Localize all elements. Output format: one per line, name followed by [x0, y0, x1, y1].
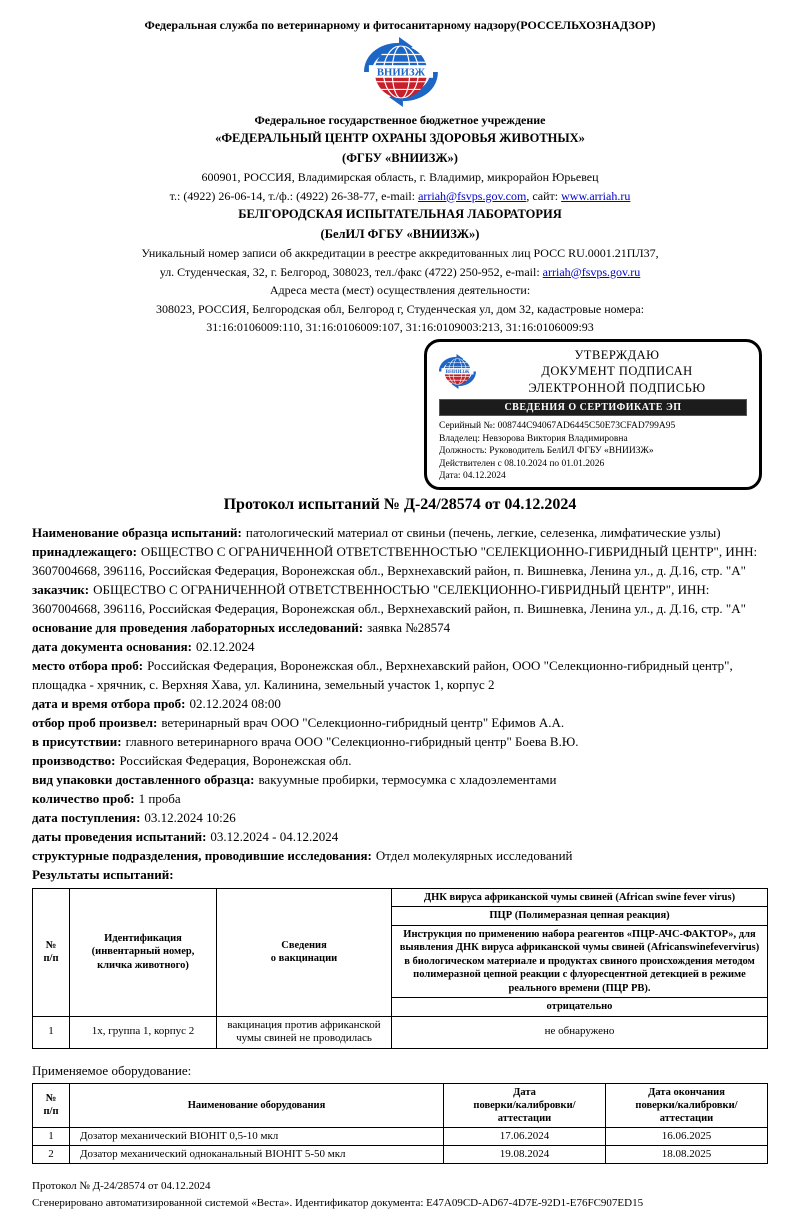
logo-container	[32, 37, 768, 110]
field-in-presence: в присутствии: главного ветеринарного врача ООО "Селекционно-гибридный центр" Боева В.Ю.	[32, 733, 579, 749]
lab-email-link[interactable]: arriah@fsvps.gov.ru	[542, 264, 641, 279]
contacts-prefix: т.: (4922) 26-06-14, т./ф.: (4922) 26-38-77, e-mail:	[169, 188, 419, 203]
protocol-fields	[32, 523, 768, 884]
stamp-certificate-bar: СВЕДЕНИЯ О СЕРТИФИКАТЕ ЭП	[439, 399, 747, 416]
contacts-line	[32, 187, 768, 206]
lab-address-prefix: ул. Студенческая, 32, г. Белгород, 308023, тел./факс (4722) 250-952, e-mail:	[159, 264, 543, 279]
vniizh-globe-logo	[355, 37, 445, 105]
email-link[interactable]: arriah@fsvps.gov.com	[418, 188, 527, 203]
results-col-identification: Идентификация (инвентарный номер, кличка животного)	[70, 888, 217, 1016]
lab-abbr: (БелИЛ ФГБУ «ВНИИЗЖ»)	[320, 226, 480, 241]
equipment-row-num: 2	[33, 1145, 70, 1163]
field-departments: структурные подразделения, проводившие исследования: Отдел молекулярных исследований	[32, 847, 573, 863]
stamp-validity: Действителен с 08.10.2024 по 01.01.2026	[439, 458, 605, 469]
table-row	[33, 1016, 768, 1048]
results-col-num: № п/п	[33, 888, 70, 1016]
results-method: ПЦР (Полимеразная цепная реакция)	[392, 907, 768, 926]
field-packaging: вид упаковки доставленного образца: вакуумные пробирки, термосумка с хладоэлементами	[32, 771, 557, 787]
cadastre-numbers: 31:16:0106009:110, 31:16:0106009:107, 31:16:0109003:213, 31:16:0106009:93	[206, 320, 594, 334]
logo-text: ВНИИЗЖ	[376, 65, 426, 78]
agency-name: Федеральная служба по ветеринарному и фитосанитарному надзору(РОССЕЛЬХОЗНАДЗОР)	[144, 18, 656, 32]
field-sampling-place: место отбора проб: Российская Федерация, Воронежская обл., Верхнехавский район, ООО "Селекционно-гибридный центр", площадка - хрячник, с. Верхняя Хава, ул. Калинина, земельный участок 1, корпус 2	[32, 657, 733, 692]
results-test-name: ДНК вируса африканской чумы свиней (African swine fever virus)	[392, 888, 768, 907]
equipment-table	[32, 1083, 768, 1164]
institution-type: Федеральное государственное бюджетное учреждение	[254, 112, 546, 127]
field-customer: заказчик: ОБЩЕСТВО С ОГРАНИЧЕННОЙ ОТВЕТСТВЕННОСТЬЮ "СЕЛЕКЦИОННО-ГИБРИДНЫЙ ЦЕНТР", ИНН: 3607004668, 396116, Российская Федерация, Воронежская обл., Верхнехавский район, п. Вишневка, Ленина ул., д. Д.16, стр. "А"	[32, 581, 746, 616]
contacts-middle: , сайт:	[526, 188, 562, 203]
lab-name: БЕЛГОРОДСКАЯ ИСПЫТАТЕЛЬНАЯ ЛАБОРАТОРИЯ	[238, 207, 562, 221]
field-owner: принадлежащего: ОБЩЕСТВО С ОГРАНИЧЕННОЙ ОТВЕТСТВЕННОСТЬЮ "СЕЛЕКЦИОННО-ГИБРИДНЫЙ ЦЕНТР", ИНН: 3607004668, 396116, Российская Федерация, Воронежская обл., Верхнехавский район, п. Вишневка, Ленина ул., д. Д.16, стр. "А"	[32, 543, 758, 578]
equipment-row-date: 17.06.2024	[444, 1127, 606, 1145]
field-test-dates: даты проведения испытаний: 03.12.2024 - 04.12.2024	[32, 828, 339, 844]
equipment-row-date: 19.08.2024	[444, 1145, 606, 1163]
stamp-position: Должность: Руководитель БелИЛ ФГБУ «ВНИИЗЖ»	[439, 446, 654, 456]
stamp-signed-1: ДОКУМЕНТ ПОДПИСАН	[541, 364, 693, 378]
equipment-row-num: 1	[33, 1127, 70, 1145]
stamp-serial: Серийный №: 008744C94067AD6445C50E73CFAD799A95	[439, 421, 676, 431]
field-sample-count: количество проб: 1 проба	[32, 790, 181, 806]
field-sampled-by: отбор проб произвел: ветеринарный врач ООО "Селекционно-гибридный центр" Ефимов А.А.	[32, 714, 565, 730]
equipment-row-end: 18.08.2025	[606, 1145, 768, 1163]
accreditation-line: Уникальный номер записи об аккредитации в реестре аккредитованных лиц РОСС RU.0001.21ПЛ37,	[141, 246, 659, 260]
field-receipt-date: дата поступления: 03.12.2024 10:26	[32, 809, 236, 825]
lab-address-line	[32, 263, 768, 282]
equipment-col-num: № п/п	[33, 1083, 70, 1127]
result-row-id: 1х, группа 1, корпус 2	[70, 1016, 217, 1048]
activity-heading: Адреса места (мест) осуществления деятельности:	[269, 283, 531, 297]
stamp-owner: Владелец: Невзорова Виктория Владимировна	[439, 433, 628, 444]
equipment-col-date-end: Дата окончания поверки/калибровки/аттестации	[606, 1083, 768, 1127]
stamp-approve: УТВЕРЖДАЮ	[574, 347, 660, 362]
equipment-heading: Применяемое оборудование:	[32, 1062, 192, 1078]
table-row	[33, 1145, 768, 1163]
activity-address: 308023, РОССИЯ, Белгородская обл, Белгород г, Студенческая ул, дом 32, кадастровые номера:	[155, 301, 645, 316]
stamp-date: Дата: 04.12.2024	[439, 471, 506, 481]
result-row-num: 1	[33, 1016, 70, 1048]
results-instruction: Инструкция по применению набора реагентов «ПЦР-АЧС-ФАКТОР», для выявления ДНК вируса африканской чумы свиней (Africanswinefevervirus) в биологическом материале и продуктах свиного происхождения методом полимеразной цепной реакции с флуоресцентной детекцией в режиме реального времени (ПЦР РВ).	[392, 925, 768, 998]
footer-generated-line: Сгенерировано автоматизированной системой «Веста». Идентификатор документа: E47A09CD-AD67-4D7E-92D1-E76FC907ED15	[32, 1196, 644, 1209]
equipment-row-end: 16.06.2025	[606, 1127, 768, 1145]
logo-text-small: ВНИИЗЖ	[445, 369, 470, 376]
result-row-result: не обнаружено	[392, 1016, 768, 1048]
stamp-signed-2: ЭЛЕКТРОННОЙ ПОДПИСЬЮ	[528, 380, 706, 395]
table-row	[33, 1127, 768, 1145]
vniizh-globe-logo-small	[435, 354, 479, 388]
equipment-row-name: Дозатор механический одноканальный BIOHIT 5-50 мкл	[70, 1145, 444, 1163]
field-sample-name: Наименование образца испытаний: патологический материал от свиньи (печень, легкие, селезенка, лимфатические узлы)	[32, 524, 721, 540]
field-basis-date: дата документа основания: 02.12.2024	[32, 638, 255, 654]
field-basis: основание для проведения лабораторных исследований: заявка №28574	[32, 619, 451, 635]
document-footer	[32, 1178, 768, 1212]
results-norm: отрицательно	[392, 998, 768, 1017]
equipment-col-name: Наименование оборудования	[70, 1083, 444, 1127]
field-production: производство: Российская Федерация, Воронежская обл.	[32, 752, 352, 768]
result-row-vaccination: вакцинация против африканской чумы свиней не проводилась	[217, 1016, 392, 1048]
page-title: Протокол испытаний № Д-24/28574 от 04.12.2024	[223, 495, 577, 513]
equipment-col-date: Дата поверки/калибровки/аттестации	[444, 1083, 606, 1127]
results-table	[32, 888, 768, 1049]
equipment-row-name: Дозатор механический BIOHIT 0,5-10 мкл	[70, 1127, 444, 1145]
institution-name: «ФЕДЕРАЛЬНЫЙ ЦЕНТР ОХРАНЫ ЗДОРОВЬЯ ЖИВОТНЫХ»	[215, 131, 585, 145]
digital-signature-stamp	[424, 339, 762, 490]
results-col-vaccination: Сведения о вакцинации	[217, 888, 392, 1016]
website-link[interactable]: www.arriah.ru	[561, 188, 631, 203]
footer-protocol-ref: Протокол № Д-24/28574 от 04.12.2024	[32, 1179, 211, 1192]
institution-address: 600901, РОССИЯ, Владимирская область, г. Владимир, микрорайон Юрьевец	[201, 170, 599, 184]
institution-abbr: (ФГБУ «ВНИИЗЖ»)	[342, 150, 458, 165]
results-heading: Результаты испытаний:	[32, 866, 174, 882]
field-sampling-datetime: дата и время отбора проб: 02.12.2024 08:00	[32, 695, 281, 711]
